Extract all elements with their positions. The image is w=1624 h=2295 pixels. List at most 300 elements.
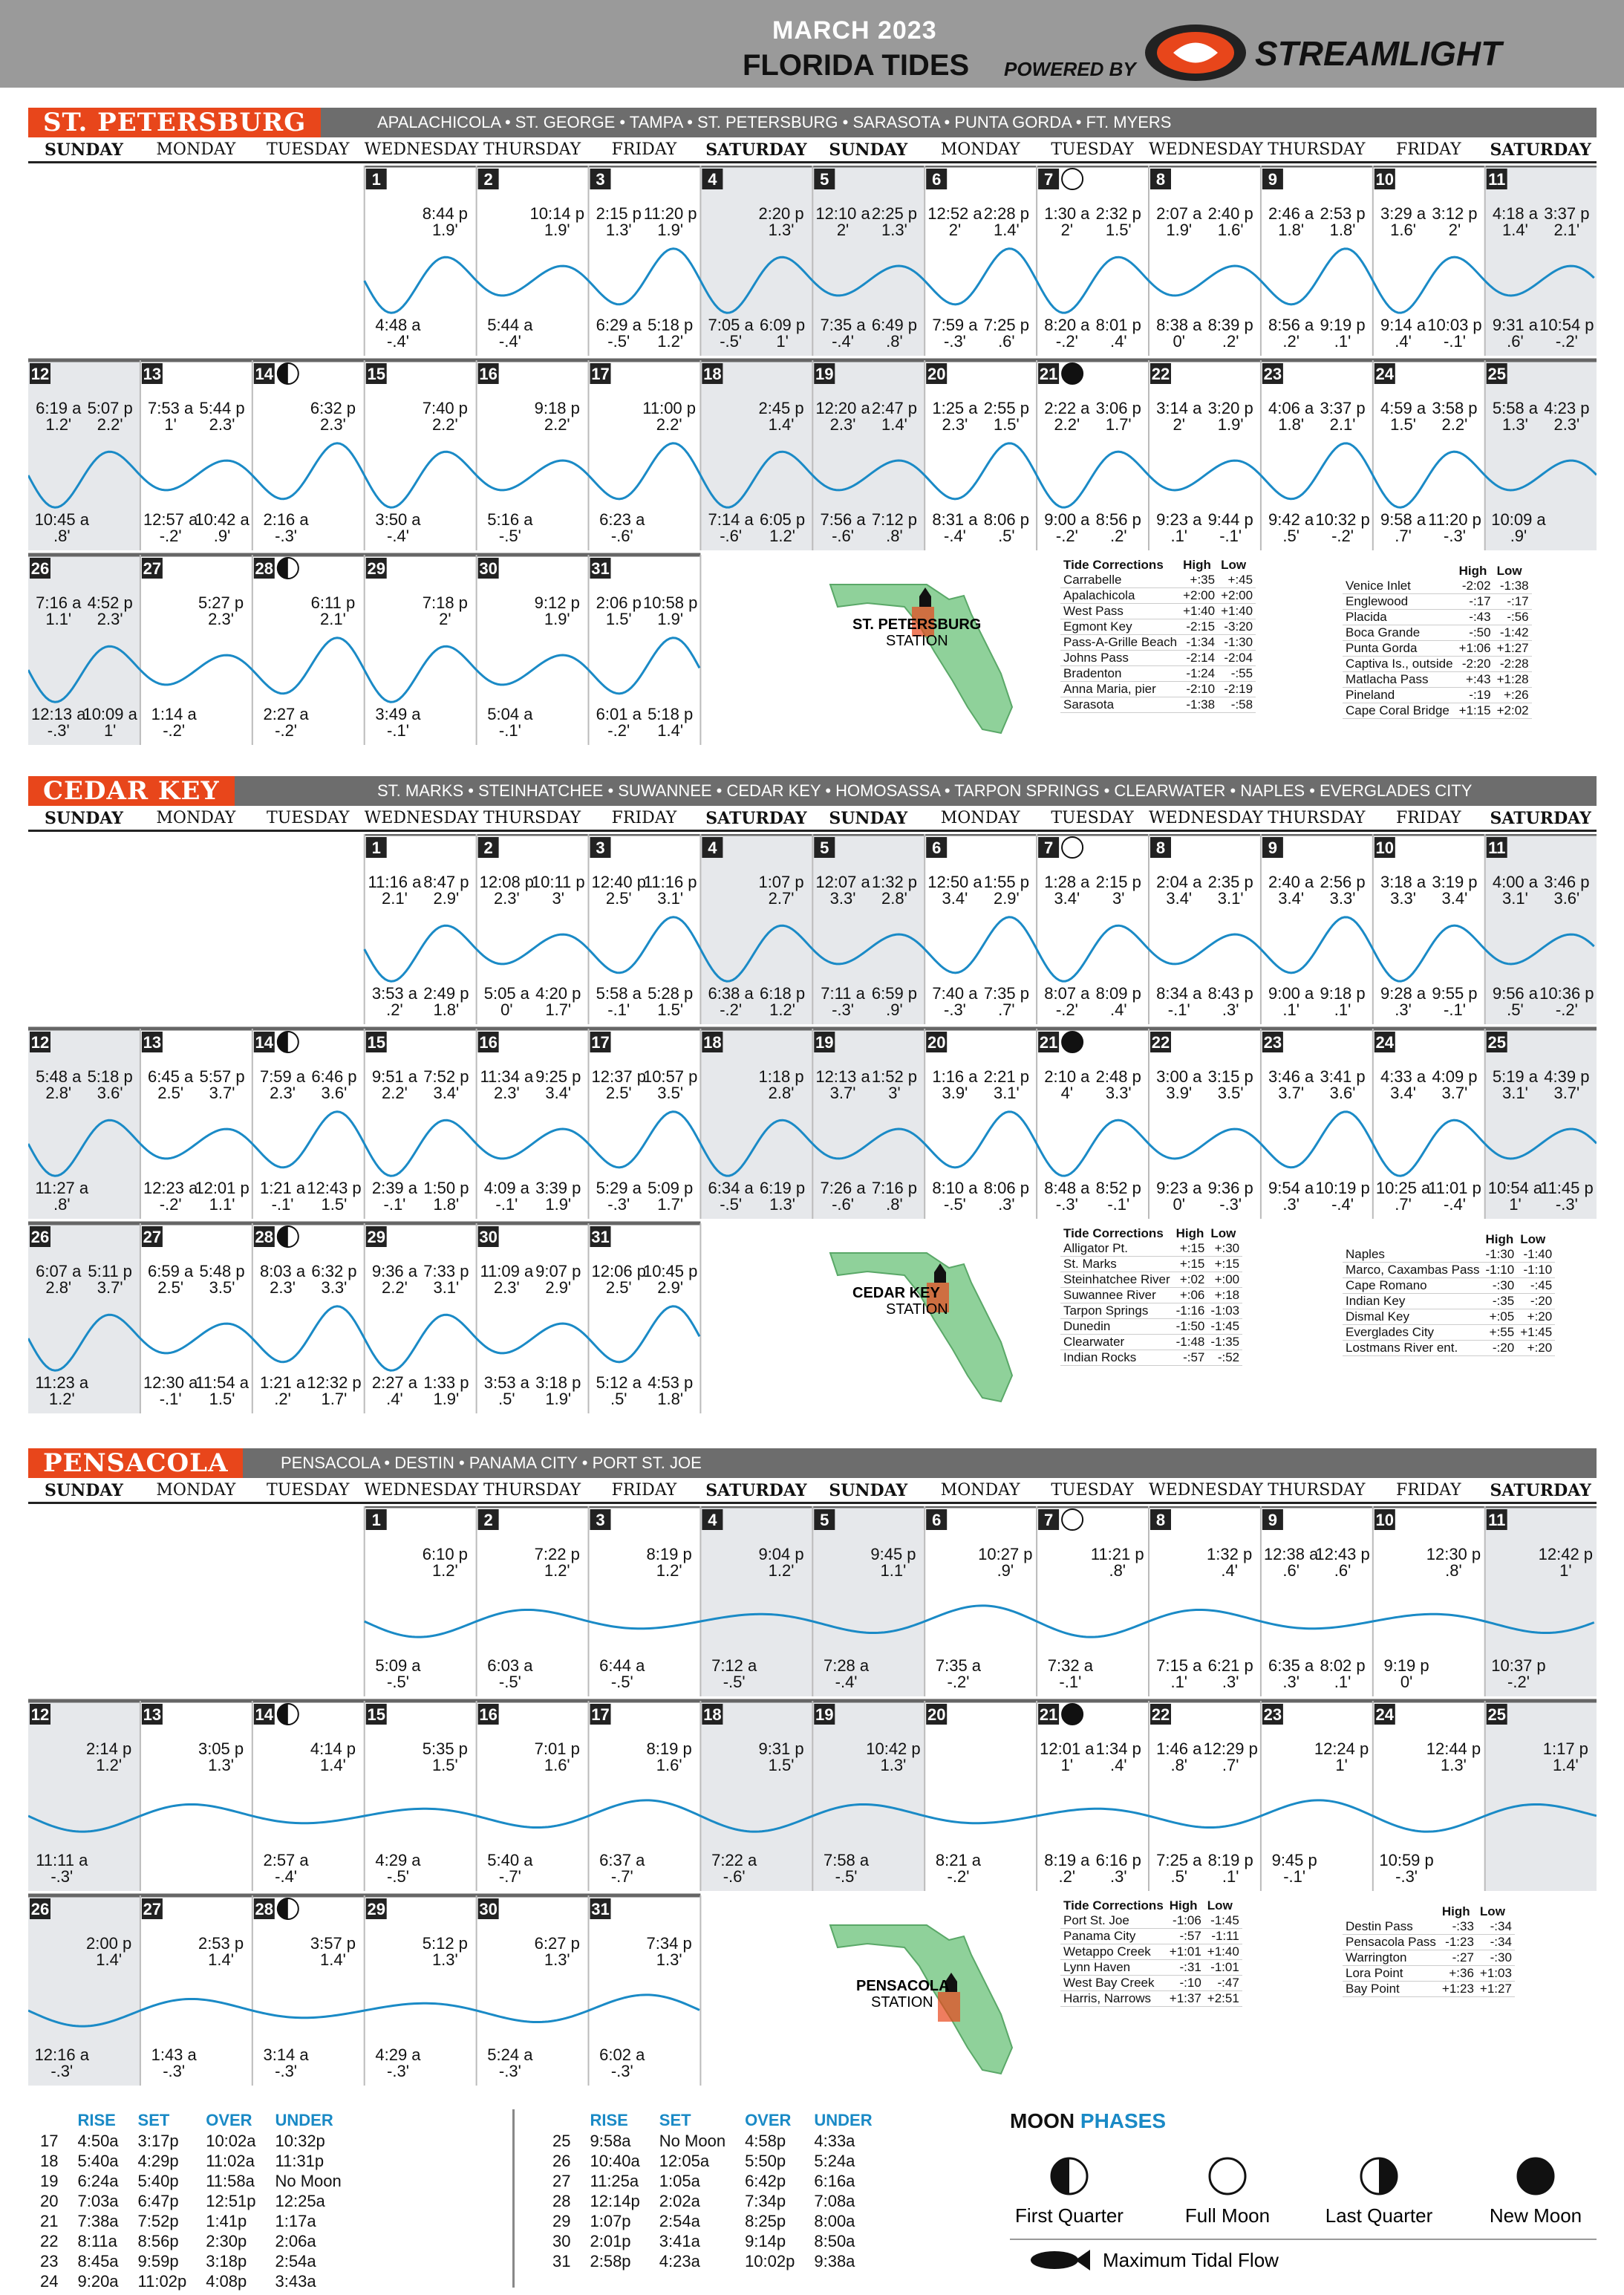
high-tide-height: 1.1' xyxy=(45,610,72,628)
day-number: 20 xyxy=(927,1705,946,1724)
day-cell xyxy=(142,363,250,545)
low-tide-height: -.3' xyxy=(1555,1195,1578,1214)
low-tide-height: 1.5' xyxy=(209,1390,235,1408)
high-tide-time: 5:07 p xyxy=(87,399,133,417)
high-tide-height: 2.3' xyxy=(493,1084,520,1102)
high-tide-height: 4' xyxy=(1060,1084,1074,1102)
high-tide-height: 1.9' xyxy=(1166,221,1193,239)
day-name: TUESDAY xyxy=(1051,140,1134,159)
day-cell xyxy=(590,363,697,545)
low-tide-height: .2' xyxy=(1058,1867,1076,1886)
day-number: 24 xyxy=(1375,1033,1395,1052)
high-tide-time: 3:41 p xyxy=(1320,1067,1366,1086)
moon-row: 25 9:58a No Moon 4:58p 4:33a xyxy=(552,2132,855,2150)
high-tide-height: 2' xyxy=(1173,415,1185,434)
high-tide-time: 5:57 p xyxy=(199,1067,245,1086)
low-tide-time: 9:00 a xyxy=(1044,510,1090,529)
low-tide-time: 9:36 p xyxy=(1207,1179,1253,1197)
moon-row: 19 6:24a 5:40p 11:58a No Moon xyxy=(40,2172,342,2190)
corrections-table xyxy=(1060,1898,1242,2007)
day-number: 1 xyxy=(371,1511,381,1529)
day-number: 4 xyxy=(708,1511,717,1529)
high-tide-time: 6:46 p xyxy=(311,1067,357,1086)
section-banner xyxy=(28,108,1597,137)
low-tide-time: 10:09 a xyxy=(1491,510,1546,529)
corrections-row: Indian Key -:35 -:20 xyxy=(1343,1294,1555,1309)
high-tide-height: 1.3' xyxy=(431,1950,458,1969)
corrections-row: Cape Romano -:30 -:45 xyxy=(1343,1278,1555,1294)
high-tide-height: 1.9' xyxy=(1217,415,1244,434)
low-tide-time: 8:39 p xyxy=(1207,316,1253,334)
station-name: CEDAR KEY xyxy=(28,776,235,806)
low-tide-height: .2' xyxy=(274,1390,291,1408)
day-number: 31 xyxy=(591,1900,610,1918)
day-number: 14 xyxy=(255,1705,274,1724)
day-number: 1 xyxy=(371,839,381,857)
high-tide-time: 5:18 p xyxy=(87,1067,133,1086)
corrections-table xyxy=(1343,1904,1515,1997)
low-tide-time: 11:01 p xyxy=(1428,1179,1481,1197)
high-tide-height: 2.2' xyxy=(1054,415,1080,434)
low-tide-height: .5' xyxy=(1170,1867,1188,1886)
low-tide-height: -.5' xyxy=(610,1673,633,1691)
high-tide-height: 3.1' xyxy=(657,889,684,908)
high-tide-time: 12:10 a xyxy=(815,204,870,223)
high-tide-height: 1.2' xyxy=(45,415,72,434)
high-tide-height: 2.8' xyxy=(881,889,907,908)
high-tide-time: 8:47 p xyxy=(423,873,469,891)
day-number: 21 xyxy=(1039,1705,1058,1724)
high-tide-time: 6:11 p xyxy=(310,593,356,612)
high-tide-height: 3.3' xyxy=(1329,889,1356,908)
low-tide-height: -.4' xyxy=(832,332,854,351)
high-tide-time: 11:16 p xyxy=(643,873,697,891)
low-tide-time: 7:56 a xyxy=(820,510,866,529)
day-number: 7 xyxy=(1043,839,1054,857)
low-tide-height: -.1' xyxy=(159,1390,182,1408)
day-name: SUNDAY xyxy=(45,1481,123,1500)
tide-grid xyxy=(28,1506,1597,2097)
low-tide-height: -.3' xyxy=(47,721,70,740)
day-cell xyxy=(478,837,585,1019)
low-tide-height: .1' xyxy=(1170,1673,1188,1691)
low-tide-height: -.3' xyxy=(1219,1195,1242,1214)
day-cell xyxy=(926,1509,1032,1691)
high-tide-height: 1.8' xyxy=(1329,221,1356,239)
low-tide-time: 9:28 a xyxy=(1380,984,1426,1003)
low-tide-time: 6:29 a xyxy=(596,316,642,334)
low-tide-height: .5' xyxy=(610,1390,627,1408)
day-number: 12 xyxy=(30,1705,50,1724)
low-tide-time: 8:34 a xyxy=(1156,984,1202,1003)
day-cell xyxy=(1150,1509,1253,1691)
corrections-row: Venice Inlet -2:02 -1:38 xyxy=(1343,579,1532,594)
high-tide-height: 3.3' xyxy=(1390,889,1416,908)
corrections-row: Cape Coral Bridge +1:15 +2:02 xyxy=(1343,703,1532,719)
corrections-header: Tide Corrections xyxy=(1063,1898,1164,1912)
new-moon-label: New Moon xyxy=(1489,2204,1582,2227)
fish-icon xyxy=(1031,2250,1090,2270)
day-number: 23 xyxy=(1263,1033,1282,1052)
high-tide-height: 1.3' xyxy=(1441,1756,1467,1774)
low-tide-time: 5:09 a xyxy=(375,1656,421,1675)
high-tide-time: 1:25 a xyxy=(932,399,978,417)
moon-col-header: UNDER xyxy=(275,2111,333,2129)
low-tide-time: 8:06 p xyxy=(983,510,1029,529)
low-tide-time: 2:16 a xyxy=(263,510,309,529)
high-tide-height: 2.1' xyxy=(1553,221,1580,239)
low-tide-time: 9:55 p xyxy=(1432,984,1478,1003)
low-tide-time: 6:59 p xyxy=(871,984,918,1003)
low-tide-time: 5:09 p xyxy=(648,1179,694,1197)
day-number: 23 xyxy=(1263,1705,1282,1724)
low-tide-height: 1.2' xyxy=(769,527,795,545)
low-tide-height: .8' xyxy=(886,1195,903,1214)
low-tide-time: 5:18 p xyxy=(648,705,694,723)
corrections-header: High xyxy=(1175,1226,1204,1240)
high-tide-time: 3:12 p xyxy=(1432,204,1478,223)
low-tide-height: -.1' xyxy=(1219,527,1242,545)
high-tide-time: 9:18 p xyxy=(534,399,580,417)
high-tide-height: 2.5' xyxy=(605,1278,632,1297)
low-tide-height: .3' xyxy=(1282,1673,1299,1691)
low-tide-time: 7:32 a xyxy=(1047,1656,1093,1675)
high-tide-height: 1.5' xyxy=(1390,415,1416,434)
low-tide-height: 1.2' xyxy=(769,1000,795,1019)
low-tide-time: 9:19 p xyxy=(1320,316,1366,334)
day-name: WEDNESDAY xyxy=(364,140,479,159)
high-tide-height: 1.3' xyxy=(768,221,795,239)
low-tide-time: 8:38 a xyxy=(1156,316,1202,334)
low-tide-height: -.2' xyxy=(607,721,630,740)
low-tide-height: -.1' xyxy=(271,1195,294,1214)
low-tide-time: 12:43 p xyxy=(307,1179,362,1197)
high-tide-height: 3.4' xyxy=(1441,889,1468,908)
high-tide-time: 2:53 p xyxy=(1320,204,1366,223)
day-cell xyxy=(1374,169,1482,351)
day-number: 25 xyxy=(1487,1705,1506,1724)
day-number: 22 xyxy=(1151,365,1170,383)
low-tide-time: 8:52 p xyxy=(1095,1179,1141,1197)
high-tide-time: 7:16 a xyxy=(36,593,82,612)
low-tide-height: .2' xyxy=(1222,332,1239,351)
florida-map xyxy=(823,562,1046,740)
high-tide-height: 1.5' xyxy=(1105,221,1132,239)
moon-times-right xyxy=(542,2109,883,2272)
moon-first-icon xyxy=(278,1032,299,1052)
high-tide-time: 2:15 p xyxy=(1095,873,1141,891)
low-tide-time: 11:45 p xyxy=(1539,1179,1594,1197)
day-cell xyxy=(590,1226,698,1408)
day-cell xyxy=(142,1032,250,1214)
day-number: 22 xyxy=(1151,1705,1170,1724)
day-cell xyxy=(926,363,1029,545)
low-tide-height: -.5' xyxy=(387,1673,409,1691)
high-tide-height: 3.1' xyxy=(1502,1084,1528,1102)
low-tide-height: 1.8' xyxy=(433,1000,460,1019)
low-tide-time: 9:14 a xyxy=(1380,316,1426,334)
high-tide-time: 4:33 a xyxy=(1380,1067,1426,1086)
corrections-header: Low xyxy=(1210,1226,1236,1240)
month-title: MARCH 2023 xyxy=(772,16,937,45)
high-tide-time: 3:58 p xyxy=(1432,399,1478,417)
high-tide-time: 12:24 p xyxy=(1314,1739,1369,1758)
day-number: 26 xyxy=(30,1900,50,1918)
high-tide-height: 2.7' xyxy=(768,889,795,908)
day-cell xyxy=(1150,1032,1253,1214)
day-number: 26 xyxy=(30,559,50,578)
high-tide-time: 7:01 p xyxy=(534,1739,580,1758)
corrections-row: Anna Maria, pier -2:10 -2:19 xyxy=(1060,682,1256,697)
high-tide-height: 2.3' xyxy=(209,415,235,434)
day-number: 7 xyxy=(1043,170,1054,189)
day-number: 25 xyxy=(1487,1033,1506,1052)
high-tide-time: 2:06 p xyxy=(596,593,642,612)
corrections-row: Placida -:43 -:56 xyxy=(1343,610,1532,625)
high-tide-height: 1.4' xyxy=(1502,221,1528,239)
low-tide-time: 2:39 a xyxy=(371,1179,418,1197)
corrections-row: Marco, Caxambas Pass -1:10 -1:10 xyxy=(1343,1263,1555,1278)
corrections-header: Low xyxy=(1496,564,1522,578)
tide-curve xyxy=(365,1606,1594,1637)
high-tide-height: .6' xyxy=(1282,1561,1299,1580)
low-tide-time: 6:05 p xyxy=(759,510,806,529)
high-tide-time: 10:58 p xyxy=(642,593,698,612)
low-tide-height: 1.9' xyxy=(545,1390,572,1408)
low-tide-time: 7:35 p xyxy=(983,984,1029,1003)
moon-full-icon xyxy=(1062,837,1083,858)
high-tide-height: 1.9' xyxy=(657,610,684,628)
low-tide-height: -.4' xyxy=(835,1673,858,1691)
low-tide-height: -.6' xyxy=(720,527,743,545)
low-tide-height: -.1' xyxy=(495,1195,518,1214)
low-tide-time: 3:49 a xyxy=(375,705,421,723)
high-tide-time: 2:45 p xyxy=(758,399,804,417)
low-tide-time: 5:24 a xyxy=(487,2045,533,2064)
day-number: 13 xyxy=(143,1705,162,1724)
day-cell xyxy=(478,1032,581,1214)
high-tide-height: .9' xyxy=(997,1561,1014,1580)
day-cell xyxy=(478,1226,581,1408)
low-tide-time: 10:03 p xyxy=(1427,316,1482,334)
high-tide-height: 1.9' xyxy=(657,221,684,239)
high-tide-height: 2.1' xyxy=(382,889,408,908)
high-tide-height: 2.2' xyxy=(1441,415,1468,434)
high-tide-height: 2.5' xyxy=(605,1084,632,1102)
high-tide-time: 2:10 a xyxy=(1044,1067,1090,1086)
low-tide-height: .7' xyxy=(1395,1195,1412,1214)
high-tide-height: 1.3' xyxy=(881,221,907,239)
corrections-row: Harris, Narrows +1:37 +2:51 xyxy=(1060,1991,1242,2007)
new-moon-icon xyxy=(1518,2158,1553,2194)
day-cell xyxy=(926,1032,1029,1214)
low-tide-height: -.5' xyxy=(387,1867,409,1886)
day-number: 29 xyxy=(367,1228,385,1246)
low-tide-time: 8:19 a xyxy=(1044,1851,1090,1869)
high-tide-time: 6:27 p xyxy=(534,1934,580,1953)
moon-divider xyxy=(512,2109,515,2288)
low-tide-height: -.2' xyxy=(159,1195,182,1214)
high-tide-time: 11:09 a xyxy=(480,1262,534,1280)
high-tide-height: 2' xyxy=(948,221,962,239)
low-tide-time: 9:18 p xyxy=(1320,984,1366,1003)
corrections-row: St. Marks +:15 +:15 xyxy=(1060,1257,1242,1272)
low-tide-time: 7:58 a xyxy=(823,1851,870,1869)
day-cell xyxy=(590,1032,698,1214)
high-tide-time: 9:51 a xyxy=(371,1067,418,1086)
day-name: TUESDAY xyxy=(267,1481,350,1500)
low-tide-height: -.7' xyxy=(610,1867,633,1886)
low-tide-time: 8:09 p xyxy=(1095,984,1141,1003)
day-cell xyxy=(1374,1509,1481,1691)
day-number: 4 xyxy=(708,170,717,189)
day-number: 12 xyxy=(30,365,50,383)
moon-row: 29 1:07p 2:54a 8:25p 8:00a xyxy=(552,2212,855,2230)
low-tide-height: .1' xyxy=(1334,332,1351,351)
low-tide-time: 4:09 a xyxy=(483,1179,529,1197)
low-tide-height: -.3' xyxy=(607,1195,630,1214)
high-tide-height: 1' xyxy=(1060,1756,1074,1774)
station-label: CEDAR KEY xyxy=(852,1285,940,1301)
high-tide-height: 2.1' xyxy=(1329,415,1356,434)
high-tide-time: 2:53 p xyxy=(198,1934,244,1953)
low-tide-time: 9:31 a xyxy=(1492,316,1539,334)
day-number: 18 xyxy=(703,1033,722,1052)
day-cell xyxy=(254,1704,356,1886)
high-tide-height: 3.7' xyxy=(97,1278,123,1297)
day-cell xyxy=(590,1704,692,1886)
day-number: 2 xyxy=(483,839,493,857)
day-cell xyxy=(142,558,244,740)
corrections-header: Tide Corrections xyxy=(1063,558,1164,572)
day-cell xyxy=(590,1898,692,2080)
high-tide-time: 7:40 p xyxy=(422,399,468,417)
day-number: 29 xyxy=(367,559,385,578)
day-cell xyxy=(926,169,1029,351)
high-tide-time: 7:18 p xyxy=(422,593,468,612)
day-number: 10 xyxy=(1375,170,1395,189)
day-name: THURSDAY xyxy=(483,140,581,159)
day-number: 7 xyxy=(1043,1511,1054,1529)
high-tide-time: 2:15 p xyxy=(596,204,642,223)
day-number: 19 xyxy=(815,1033,834,1052)
high-tide-height: 2.9' xyxy=(433,889,460,908)
low-tide-height: 1.8' xyxy=(433,1195,460,1214)
low-tide-time: 9:45 p xyxy=(1271,1851,1317,1869)
day-cell xyxy=(1262,1704,1369,1886)
day-cell xyxy=(478,169,584,351)
low-tide-height: -.6' xyxy=(832,527,854,545)
high-tide-height: 2.3' xyxy=(97,610,123,628)
low-tide-height: 1.9' xyxy=(545,1195,572,1214)
high-tide-time: 12:29 p xyxy=(1203,1739,1258,1758)
high-tide-time: 12:20 a xyxy=(815,399,870,417)
high-tide-time: 9:04 p xyxy=(758,1545,804,1563)
low-tide-time: 3:18 p xyxy=(535,1373,581,1392)
high-tide-height: 2.8' xyxy=(768,1084,795,1102)
day-number: 10 xyxy=(1375,1511,1395,1529)
florida-map xyxy=(823,1231,1046,1409)
day-cell xyxy=(254,558,355,740)
day-cell xyxy=(254,1032,362,1214)
day-cell xyxy=(142,1704,244,1774)
day-cell xyxy=(478,1509,580,1691)
high-tide-height: 3.7' xyxy=(1441,1084,1468,1102)
high-tide-height: 1.5' xyxy=(768,1756,795,1774)
moon-new-icon xyxy=(1062,1032,1083,1052)
corrections-row: Pineland -:19 +:26 xyxy=(1343,688,1532,703)
high-tide-height: 3.4' xyxy=(1054,889,1080,908)
high-tide-time: 3:19 p xyxy=(1432,873,1478,891)
day-number: 5 xyxy=(820,1511,829,1529)
day-name: THURSDAY xyxy=(1268,809,1366,827)
day-number: 17 xyxy=(591,1705,610,1724)
low-tide-time: 1:50 p xyxy=(423,1179,469,1197)
low-tide-time: 6:21 p xyxy=(1207,1656,1253,1675)
high-tide-time: 1:18 p xyxy=(758,1067,804,1086)
high-tide-time: 1:28 a xyxy=(1044,873,1090,891)
high-tide-time: 2:21 p xyxy=(983,1067,1029,1086)
day-number: 8 xyxy=(1155,170,1166,189)
first-quarter-label: First Quarter xyxy=(1015,2204,1124,2227)
florida-map xyxy=(823,1903,1046,2081)
high-tide-height: 1.6' xyxy=(1390,221,1416,239)
low-tide-time: 7:12 p xyxy=(871,510,918,529)
corrections-header: High xyxy=(1169,1898,1198,1912)
low-tide-time: 5:04 a xyxy=(487,705,533,723)
day-number: 20 xyxy=(927,365,946,383)
day-number: 18 xyxy=(703,1705,722,1724)
day-number: 19 xyxy=(815,1705,834,1724)
day-cell xyxy=(926,837,1029,1019)
corrections-header xyxy=(1343,1904,1439,1919)
low-tide-height: .2' xyxy=(1282,332,1299,351)
high-tide-time: 1:46 a xyxy=(1156,1739,1202,1758)
day-number: 19 xyxy=(815,365,834,383)
low-tide-height: -.4' xyxy=(1331,1195,1354,1214)
high-tide-height: .8' xyxy=(1445,1561,1462,1580)
high-tide-height: 3.3' xyxy=(1105,1084,1132,1102)
corrections-row: Dunedin -1:50 -1:45 xyxy=(1060,1319,1242,1335)
high-tide-height: 1.4' xyxy=(768,415,795,434)
corrections-header: High xyxy=(1183,558,1211,572)
low-tide-height: -.5' xyxy=(498,1673,521,1691)
station-name: ST. PETERSBURG xyxy=(28,108,321,137)
high-tide-time: 2:48 p xyxy=(1095,1067,1141,1086)
moon-phases-title-a: MOON xyxy=(1010,2109,1075,2132)
low-tide-height: .3' xyxy=(1395,1000,1412,1019)
day-number: 1 xyxy=(371,170,381,189)
low-tide-height: -.1' xyxy=(1059,1673,1082,1691)
low-tide-height: -.3' xyxy=(1395,1867,1418,1886)
day-cell xyxy=(1038,1509,1144,1691)
low-tide-height: .3' xyxy=(1222,1673,1239,1691)
low-tide-height: .2' xyxy=(386,1000,403,1019)
high-tide-time: 2:40 a xyxy=(1268,873,1314,891)
station-name: PENSACOLA xyxy=(28,1448,243,1478)
low-tide-time: 3:14 a xyxy=(263,2045,309,2064)
high-tide-time: 8:03 a xyxy=(259,1262,306,1280)
low-tide-time: 12:13 a xyxy=(31,705,86,723)
corrections-row: Indian Rocks -:57 -:52 xyxy=(1060,1350,1242,1366)
low-tide-height: -.3' xyxy=(387,2062,409,2080)
corrections-header: Low xyxy=(1221,558,1247,572)
low-tide-height: -.2' xyxy=(1055,332,1078,351)
low-tide-height: -.1' xyxy=(1167,1000,1190,1019)
day-name: THURSDAY xyxy=(483,1481,581,1500)
low-tide-height: -.3' xyxy=(944,332,966,351)
day-number: 15 xyxy=(367,1705,385,1724)
